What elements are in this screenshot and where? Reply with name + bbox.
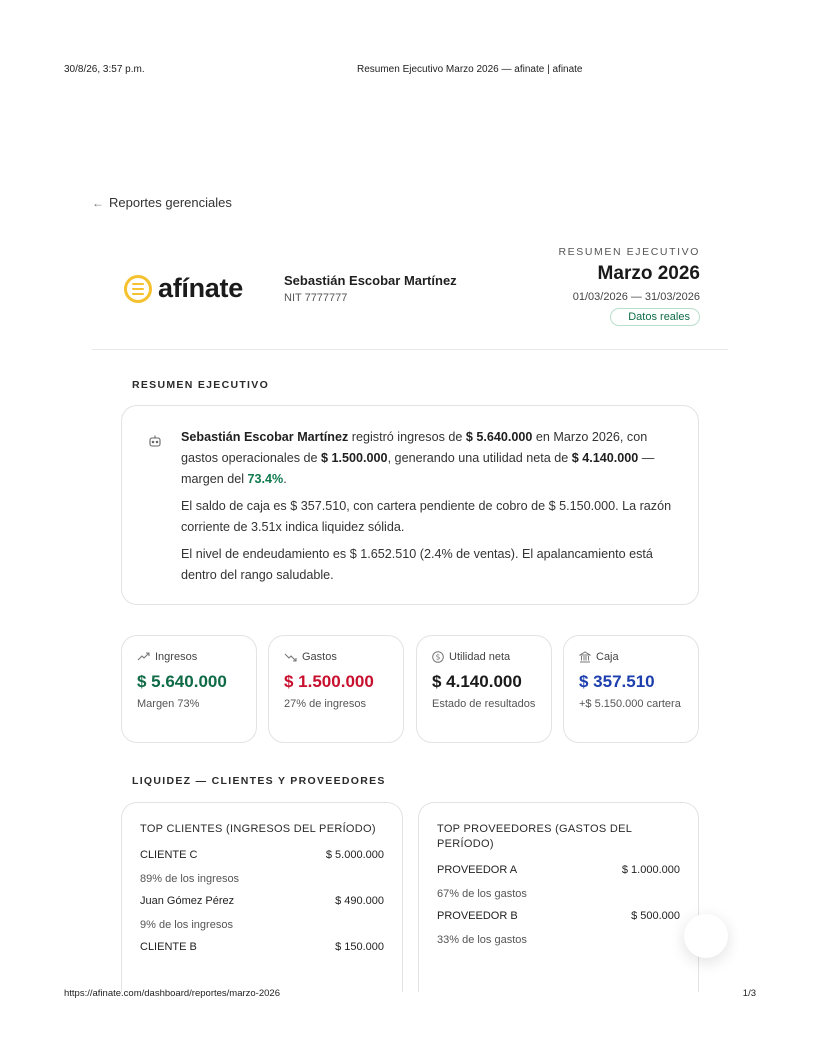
trending-down-icon [284,652,297,662]
client-amount: $ 490.000 [335,895,384,907]
summary-margin: 73.4% [247,472,284,486]
kpi-card-utilidad-neta [416,635,552,743]
summary-text-segment: en Marzo 2026, con gastos operacionales de [181,430,648,465]
top-clients-card [121,802,403,992]
client-amount: $ 150.000 [335,941,384,953]
client-name: CLIENTE C [140,849,198,861]
print-page-number: 1/3 [742,988,756,999]
top-clients-title: TOP CLIENTES (INGRESOS DEL PERÍODO) [140,823,376,835]
kpi-value: $ 1.500.000 [284,672,374,691]
summary-paragraph-1 [181,427,676,490]
floating-action-button[interactable] [684,914,728,958]
kpi-value: $ 5.640.000 [137,672,227,691]
company-info [284,273,457,304]
kpi-label: Utilidad neta [449,651,511,663]
kpi-card-gastos [268,635,404,743]
client-name: Juan Gómez Pérez [140,895,235,907]
summary-paragraph-3: El nivel de endeudamiento es $ 1.652.510 (2.4% de ventas). El apalancamiento está dentro del rango saludable. [181,547,653,582]
report-kicker: RESUMEN EJECUTIVO [558,246,700,258]
company-nit: NIT 7777777 [284,292,348,304]
list-item [140,849,384,861]
kpi-subtext: 27% de ingresos [284,698,366,710]
afinate-logo [124,273,243,304]
list-item [140,941,384,953]
supplier-amount: $ 1.000.000 [621,864,680,876]
kpi-label: Caja [596,651,619,663]
print-datetime: 30/8/26, 3:57 p.m. [64,64,145,75]
summary-text-segment: — margen del [181,451,655,486]
supplier-share: 67% de los gastos [437,888,527,900]
back-to-reports-link[interactable] [92,195,232,210]
trending-up-icon [137,652,150,662]
back-link-label: Reportes gerenciales [109,195,232,210]
kpi-label: Gastos [302,651,337,663]
client-amount: $ 5.000.000 [325,849,384,861]
summary-paragraph-2: El saldo de caja es $ 357.510, con cartera pendiente de cobro de $ 5.150.000. La razón corriente de 3.51x indica liquidez sólida. [181,499,672,534]
print-url: https://afinate.com/dashboard/reportes/marzo-2026 [64,988,280,999]
kpi-subtext: +$ 5.150.000 cartera [579,698,681,710]
kpi-subtext: Margen 73% [137,698,200,710]
summary-company-name: Sebastián Escobar Martínez [181,430,349,444]
list-item [437,910,680,922]
summary-expenses: $ 1.500.000 [321,451,388,465]
summary-card [121,405,699,605]
report-meta [558,246,700,326]
summary-text [181,427,676,586]
header-divider [92,349,728,350]
kpi-card-ingresos [121,635,257,743]
summary-section-title: RESUMEN EJECUTIVO [132,379,270,391]
client-share: 9% de los ingresos [140,919,233,931]
client-share: 89% de los ingresos [140,873,240,885]
list-item [140,895,384,907]
liquidity-section-title: LIQUIDEZ — CLIENTES Y PROVEEDORES [132,775,386,787]
print-document-title: Resumen Ejecutivo Marzo 2026 — afinate | afinate [357,64,583,75]
kpi-label-row [137,651,241,663]
summary-text-segment: , generando una utilidad neta de [387,451,572,465]
kpi-value: $ 4.140.000 [432,672,522,691]
kpi-subtext: Estado de resultados [432,698,536,710]
top-suppliers-title: TOP PROVEEDORES (GASTOS DEL PERÍODO) [437,823,632,850]
logo-wordmark: afínate [158,273,243,303]
top-suppliers-card [418,802,699,992]
supplier-amount: $ 500.000 [631,910,680,922]
report-date-range: 01/03/2026 — 31/03/2026 [572,291,700,303]
summary-net-income: $ 4.140.000 [571,451,639,465]
supplier-name: PROVEEDOR A [437,864,518,876]
kpi-label-row [432,651,536,663]
report-period: Marzo 2026 [597,263,700,284]
bank-icon [579,651,591,663]
data-source-badge: Datos reales [610,308,700,326]
list-item [437,864,680,876]
supplier-share: 33% de los gastos [437,934,527,946]
arrow-left-icon: ← [92,195,104,210]
supplier-name: PROVEEDOR B [437,910,518,922]
kpi-label-row [579,651,683,663]
company-name: Sebastián Escobar Martínez [284,273,457,288]
logo-coin-icon [124,275,152,303]
summary-text-segment: registró ingresos de [348,430,466,444]
kpi-label: Ingresos [155,651,198,663]
kpi-label-row [284,651,388,663]
client-name: CLIENTE B [140,941,197,953]
summary-text-segment: . [283,472,287,486]
kpi-card-caja [563,635,699,743]
dollar-circle-icon [432,651,444,663]
summary-income: $ 5.640.000 [465,430,533,444]
bot-icon [148,434,162,448]
svg-text:$: $ [435,652,441,662]
kpi-value: $ 357.510 [579,672,655,691]
